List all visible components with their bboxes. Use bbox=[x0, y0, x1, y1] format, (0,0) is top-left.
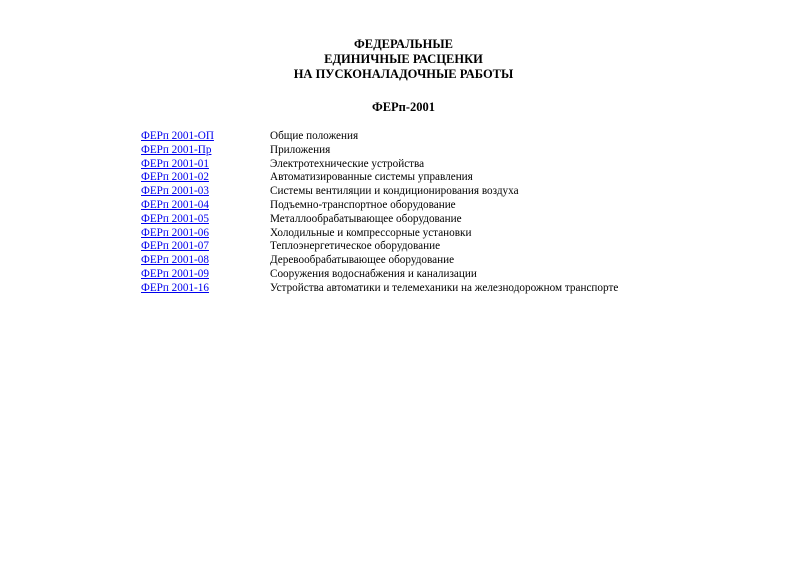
toc-link[interactable]: ФЕРп 2001-ОП bbox=[141, 130, 214, 142]
toc-link[interactable]: ФЕРп 2001-05 bbox=[141, 212, 209, 225]
toc-description: Автоматизированные системы управления bbox=[270, 171, 473, 184]
toc-description: Системы вентиляции и кондиционирования воздуха bbox=[270, 185, 519, 198]
toc-row bbox=[141, 227, 661, 241]
toc-row bbox=[141, 240, 661, 254]
header-line-3: НА ПУСКОНАЛАДОЧНЫЕ РАБОТЫ bbox=[293, 67, 514, 81]
toc-link[interactable]: ФЕРп 2001-04 bbox=[141, 198, 209, 211]
header-line-1: ФЕДЕРАЛЬНЫЕ bbox=[354, 37, 453, 51]
toc-row bbox=[141, 199, 661, 213]
toc-link[interactable]: ФЕРп 2001-09 bbox=[141, 267, 209, 280]
toc-link[interactable]: ФЕРп 2001-03 bbox=[141, 185, 209, 198]
toc-description: Сооружения водоснабжения и канализации bbox=[270, 267, 477, 280]
toc-row bbox=[141, 158, 661, 172]
toc-link[interactable]: ФЕРп 2001-07 bbox=[141, 240, 209, 253]
toc-row bbox=[141, 185, 661, 199]
table-of-contents bbox=[141, 130, 661, 296]
toc-link[interactable]: ФЕРп 2001-16 bbox=[141, 281, 209, 294]
toc-description: Металлообрабатывающее оборудование bbox=[270, 212, 462, 225]
toc-link[interactable]: ФЕРп 2001-01 bbox=[141, 157, 209, 170]
toc-description: Электротехнические устройства bbox=[270, 157, 425, 170]
toc-link[interactable]: ФЕРп 2001-06 bbox=[141, 226, 209, 239]
toc-row bbox=[141, 268, 661, 282]
toc-description: Холодильные и компрессорные установки bbox=[270, 226, 472, 239]
toc-row bbox=[141, 171, 661, 185]
toc-row bbox=[141, 282, 661, 296]
toc-description: Деревообрабатывающее оборудование bbox=[270, 254, 455, 267]
toc-description: Приложения bbox=[270, 143, 331, 156]
toc-row bbox=[141, 254, 661, 268]
toc-description: Устройства автоматики и телемеханики на железнодорожном транспорте bbox=[270, 281, 619, 294]
toc-description: Общие положения bbox=[270, 130, 359, 142]
header-line-2: ЕДИНИЧНЫЕ РАСЦЕНКИ bbox=[324, 52, 483, 66]
toc-description: Подъемно-транспортное оборудование bbox=[270, 198, 456, 211]
toc-link[interactable]: ФЕРп 2001-02 bbox=[141, 171, 209, 184]
toc-row bbox=[141, 144, 661, 158]
toc-link[interactable]: ФЕРп 2001-Пр bbox=[141, 143, 212, 156]
toc-description: Теплоэнергетическое оборудование bbox=[270, 240, 441, 253]
code-title: ФЕРп-2001 bbox=[371, 100, 436, 114]
toc-row bbox=[141, 130, 661, 144]
toc-link[interactable]: ФЕРп 2001-08 bbox=[141, 254, 209, 267]
document-header bbox=[0, 37, 807, 82]
toc-row bbox=[141, 213, 661, 227]
